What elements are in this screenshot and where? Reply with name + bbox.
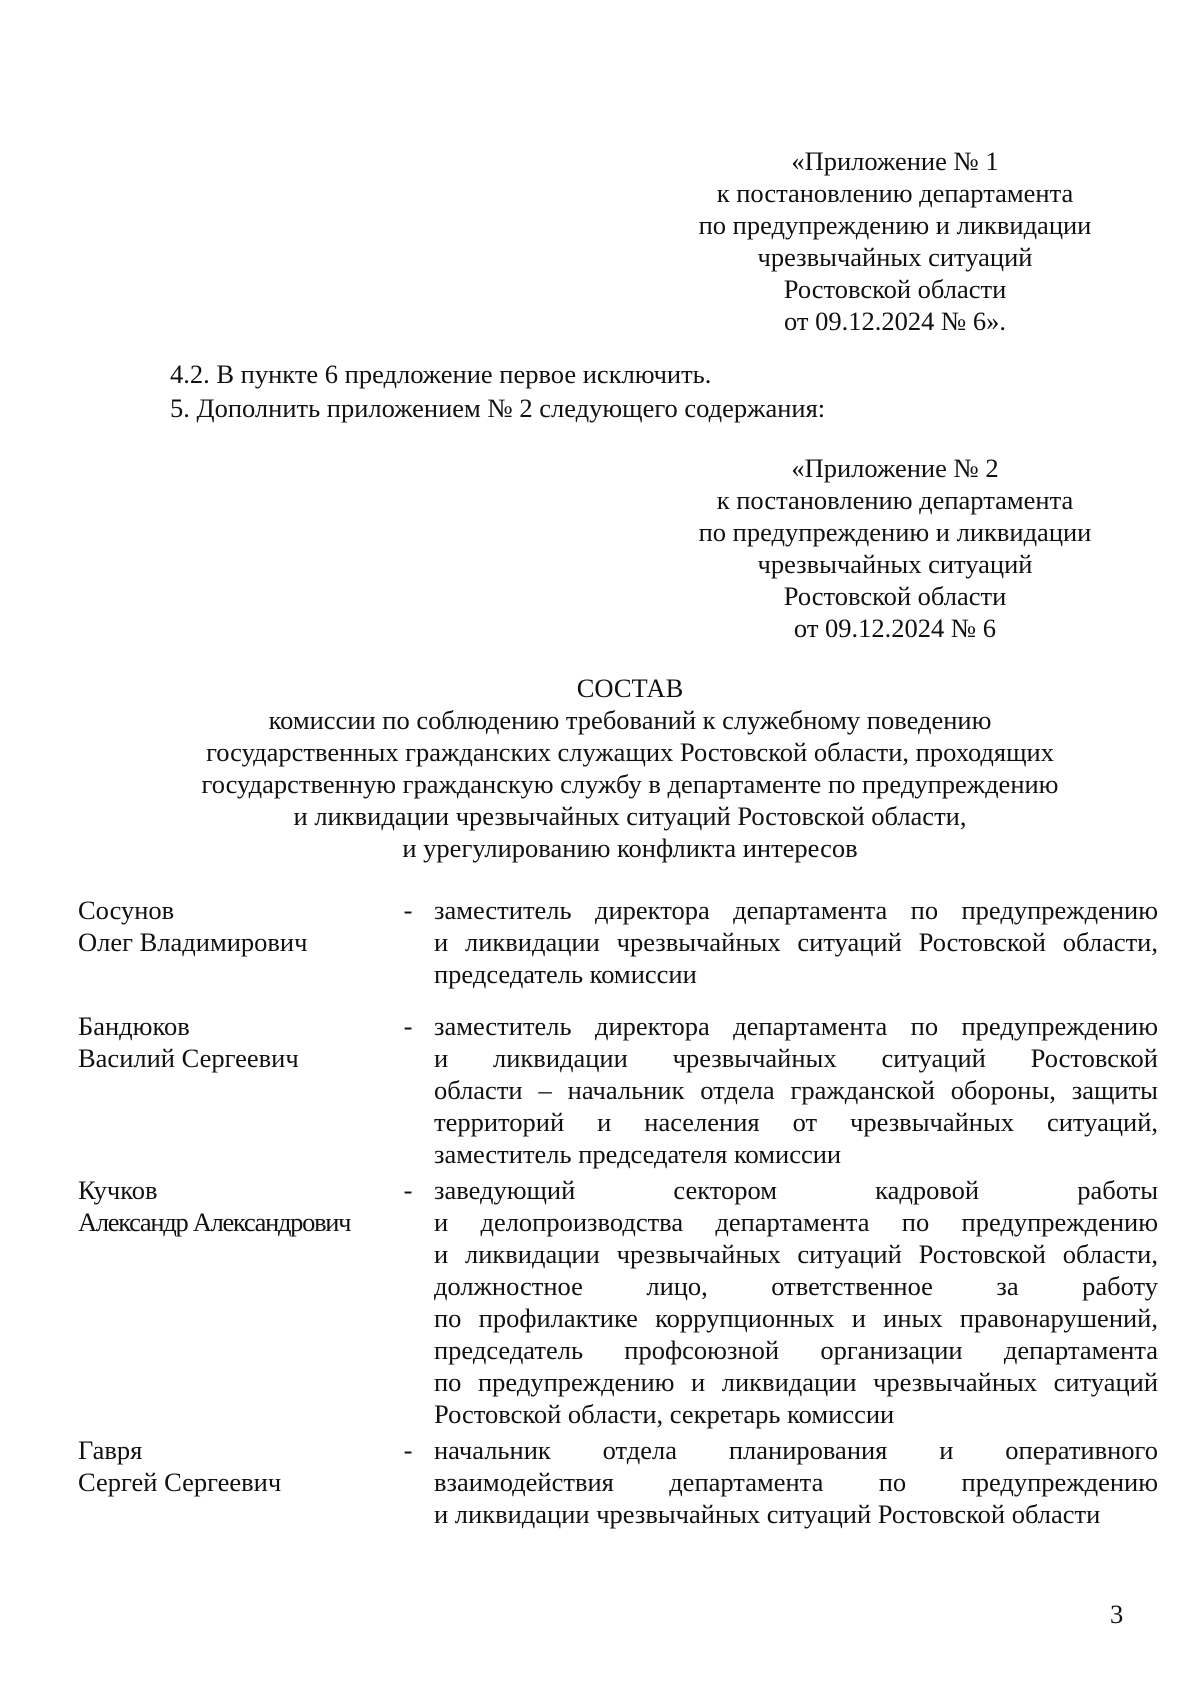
member-surname: Кучков	[78, 1175, 158, 1205]
appendix-2-line: к постановлению департамента	[716, 485, 1074, 515]
appendix-2-line: по предупреждению и ликвидации	[698, 517, 1092, 547]
composition-line: государственную гражданскую службу в департаменте по предупреждению	[201, 769, 1059, 799]
member-given-names: Александр Александрович	[78, 1207, 351, 1237]
member-description	[434, 894, 1158, 990]
member-dash: -	[403, 1011, 413, 1041]
member-description	[434, 1174, 1158, 1430]
member-surname: Гавря	[78, 1435, 143, 1465]
member-description-line: заместитель директора департамента по предупреждению	[434, 895, 1158, 925]
member-dash: -	[403, 1435, 413, 1465]
member-description-line: и ликвидации чрезвычайных ситуаций Ростовской области,	[434, 1239, 1158, 1269]
appendix-1-line: «Приложение № 1	[791, 146, 999, 176]
appendix-2-line: чрезвычайных ситуаций	[757, 549, 1033, 579]
member-description-line: начальник отдела планирования и оперативного	[434, 1435, 1158, 1465]
member-description-line: и ликвидации чрезвычайных ситуаций Ростовской	[434, 1043, 1158, 1073]
member-dash: -	[403, 1175, 413, 1205]
composition-title-block	[100, 672, 1160, 864]
member-description-line: области – начальник отдела гражданской обороны, защиты	[434, 1075, 1158, 1105]
appendix-1-line: к постановлению департамента	[716, 178, 1074, 208]
member-name	[78, 1174, 398, 1238]
appendix-1-line: по предупреждению и ликвидации	[698, 210, 1092, 240]
composition-line: и ликвидации чрезвычайных ситуаций Ростовской области,	[293, 801, 967, 831]
member-description-line: и ликвидации чрезвычайных ситуаций Ростовской области	[434, 1499, 1101, 1529]
page-number: 3	[1110, 1599, 1124, 1629]
member-description-line: взаимодействия департамента по предупреждению	[434, 1467, 1158, 1497]
composition-line: комиссии по соблюдению требований к служебному поведению	[268, 705, 992, 735]
member-description-line: заведующий сектором кадровой работы	[434, 1175, 1158, 1205]
appendix-2-header	[660, 452, 1130, 644]
appendix-1-line: чрезвычайных ситуаций	[757, 242, 1033, 272]
member-description-line: территорий и населения от чрезвычайных ситуаций,	[434, 1107, 1158, 1137]
appendix-1-header	[660, 145, 1130, 337]
appendix-2-line: Ростовской области	[783, 581, 1007, 611]
member-surname: Сосунов	[78, 895, 175, 925]
appendix-1-line: от 09.12.2024 № 6».	[783, 306, 1006, 336]
composition-line: государственных гражданских служащих Ростовской области, проходящих	[206, 737, 1054, 767]
member-name	[78, 1010, 398, 1074]
member-surname: Бандюков	[78, 1011, 190, 1041]
member-given-names: Олег Владимирович	[78, 927, 308, 957]
member-description-line: по предупреждению и ликвидации чрезвычайных ситуаций	[434, 1367, 1158, 1397]
member-description	[434, 1434, 1158, 1530]
member-description-line: Ростовской области, секретарь комиссии	[434, 1399, 895, 1429]
appendix-1-line: Ростовской области	[783, 274, 1007, 304]
member-given-names: Василий Сергеевич	[78, 1043, 299, 1073]
member-description-line: заместитель председателя комиссии	[434, 1139, 842, 1169]
member-description-line: и делопроизводства департамента по предупреждению	[434, 1207, 1158, 1237]
appendix-2-line: от 09.12.2024 № 6	[793, 613, 997, 643]
member-description-line: председатель комиссии	[434, 959, 697, 989]
member-name	[78, 1434, 398, 1498]
member-description	[434, 1010, 1158, 1170]
composition-line: и урегулированию конфликта интересов	[402, 833, 858, 863]
paragraph-4-2: 4.2. В пункте 6 предложение первое исключить.	[170, 359, 712, 389]
paragraph-5: 5. Дополнить приложением № 2 следующего содержания:	[170, 393, 826, 423]
member-description-line: заместитель директора департамента по предупреждению	[434, 1011, 1158, 1041]
member-description-line: по профилактике коррупционных и иных правонарушений,	[434, 1303, 1158, 1333]
member-dash: -	[403, 895, 413, 925]
composition-heading: СОСТАВ	[576, 673, 684, 703]
member-description-line: председатель профсоюзной организации департамента	[434, 1335, 1158, 1365]
member-name	[78, 894, 398, 958]
appendix-2-line: «Приложение № 2	[791, 453, 999, 483]
member-description-line: должностное лицо, ответственное за работу	[434, 1271, 1158, 1301]
member-given-names: Сергей Сергеевич	[78, 1467, 282, 1497]
member-description-line: и ликвидации чрезвычайных ситуаций Ростовской области,	[434, 927, 1158, 957]
